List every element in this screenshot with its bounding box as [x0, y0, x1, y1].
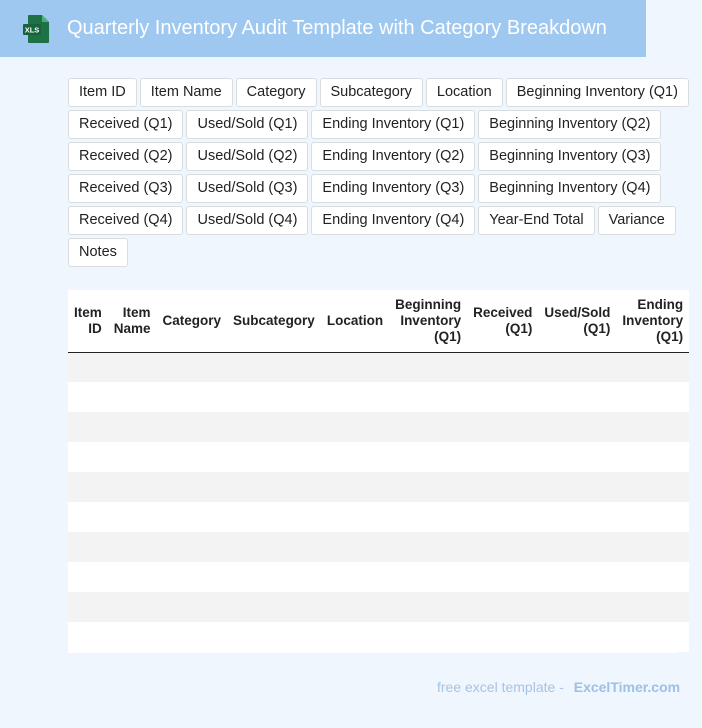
column-chip[interactable]: Year-End Total — [478, 206, 594, 235]
table-cell[interactable] — [157, 502, 228, 532]
table-cell[interactable] — [389, 502, 467, 532]
column-header[interactable]: Used/Sold (Q1) — [538, 290, 616, 352]
column-chip[interactable]: Ending Inventory (Q2) — [311, 142, 475, 171]
table-cell[interactable] — [321, 382, 389, 412]
table-cell[interactable] — [616, 412, 689, 442]
table-cell[interactable] — [68, 532, 108, 562]
table-row — [68, 472, 689, 502]
footer — [437, 679, 680, 695]
table-cell[interactable] — [227, 352, 321, 382]
table-cell[interactable] — [467, 502, 538, 532]
table-row — [68, 592, 689, 622]
table-cell[interactable] — [616, 502, 689, 532]
table-cell[interactable] — [68, 562, 108, 592]
table-row — [68, 352, 689, 382]
table-header-row — [68, 290, 689, 352]
column-chip[interactable]: Used/Sold (Q3) — [186, 174, 308, 203]
table-cell[interactable] — [108, 412, 157, 442]
table-cell[interactable] — [108, 532, 157, 562]
table-cell[interactable] — [321, 532, 389, 562]
table-cell[interactable] — [389, 442, 467, 472]
table-cell[interactable] — [467, 592, 538, 622]
column-chip[interactable]: Category — [236, 78, 317, 107]
table-cell[interactable] — [321, 412, 389, 442]
table-cell[interactable] — [538, 352, 616, 382]
table-cell[interactable] — [616, 562, 689, 592]
table-cell[interactable] — [157, 382, 228, 412]
footer-prefix: free excel template - — [437, 679, 564, 695]
table-cell[interactable] — [538, 442, 616, 472]
table-cell[interactable] — [467, 532, 538, 562]
table-cell[interactable] — [157, 532, 228, 562]
table-cell[interactable] — [157, 472, 228, 502]
table-cell[interactable] — [157, 442, 228, 472]
table-cell[interactable] — [108, 592, 157, 622]
table-cell[interactable] — [616, 532, 689, 562]
table-cell[interactable] — [68, 622, 108, 652]
table-cell[interactable] — [467, 382, 538, 412]
table-cell[interactable] — [538, 472, 616, 502]
table-cell[interactable] — [616, 592, 689, 622]
column-chip[interactable]: Item ID — [68, 78, 137, 107]
table-cell[interactable] — [227, 622, 321, 652]
column-chip[interactable]: Received (Q4) — [68, 206, 183, 235]
page-title: Quarterly Inventory Audit Template with Category Breakdown — [67, 17, 607, 39]
table-cell[interactable] — [321, 592, 389, 622]
table-cell[interactable] — [68, 352, 108, 382]
table-cell[interactable] — [538, 592, 616, 622]
column-chip[interactable]: Beginning Inventory (Q3) — [478, 142, 661, 171]
table-cell[interactable] — [467, 472, 538, 502]
table-cell[interactable] — [68, 472, 108, 502]
table-cell[interactable] — [467, 352, 538, 382]
inventory-table — [68, 290, 684, 653]
table-row — [68, 532, 689, 562]
table-cell[interactable] — [389, 382, 467, 412]
column-chip[interactable]: Location — [426, 78, 503, 107]
table-cell[interactable] — [227, 532, 321, 562]
footer-brand-link[interactable]: ExcelTimer.com — [573, 679, 681, 695]
column-chip[interactable]: Variance — [598, 206, 676, 235]
table-cell[interactable] — [321, 352, 389, 382]
table-cell[interactable] — [321, 622, 389, 652]
column-chip[interactable]: Received (Q3) — [68, 174, 183, 203]
xls-file-icon — [21, 14, 51, 44]
table-cell[interactable] — [538, 502, 616, 532]
table-cell[interactable] — [108, 622, 157, 652]
table-cell[interactable] — [108, 352, 157, 382]
column-chip[interactable]: Beginning Inventory (Q1) — [506, 78, 689, 107]
table-cell[interactable] — [538, 412, 616, 442]
table-cell[interactable] — [227, 502, 321, 532]
table-cell[interactable] — [467, 622, 538, 652]
table-cell[interactable] — [389, 562, 467, 592]
table-row — [68, 442, 689, 472]
table-cell[interactable] — [467, 442, 538, 472]
table-cell[interactable] — [227, 382, 321, 412]
table-cell[interactable] — [616, 382, 689, 412]
table-cell[interactable] — [616, 352, 689, 382]
table-cell[interactable] — [538, 382, 616, 412]
table-cell[interactable] — [157, 352, 228, 382]
table-cell[interactable] — [157, 592, 228, 622]
table-cell[interactable] — [321, 502, 389, 532]
xls-icon-label: XLS — [24, 25, 40, 35]
column-chip[interactable]: Used/Sold (Q4) — [186, 206, 308, 235]
table-cell[interactable] — [227, 472, 321, 502]
column-header[interactable]: Category — [157, 290, 228, 352]
table-cell[interactable] — [538, 562, 616, 592]
column-chip[interactable]: Ending Inventory (Q1) — [311, 110, 475, 139]
table-cell[interactable] — [321, 472, 389, 502]
column-chip[interactable]: Used/Sold (Q1) — [186, 110, 308, 139]
column-header[interactable]: Subcategory — [227, 290, 321, 352]
column-chip[interactable]: Subcategory — [320, 78, 423, 107]
column-header[interactable]: Beginning Inventory (Q1) — [389, 290, 467, 352]
table-row — [68, 412, 689, 442]
column-header[interactable]: Location — [321, 290, 389, 352]
table-cell[interactable] — [68, 592, 108, 622]
table-cell[interactable] — [538, 622, 616, 652]
table-cell[interactable] — [321, 442, 389, 472]
column-chip[interactable]: Item Name — [140, 78, 233, 107]
table-cell[interactable] — [389, 592, 467, 622]
table-cell[interactable] — [108, 382, 157, 412]
column-chip[interactable]: Beginning Inventory (Q2) — [478, 110, 661, 139]
table-cell[interactable] — [616, 442, 689, 472]
table-cell[interactable] — [68, 442, 108, 472]
column-chip[interactable]: Used/Sold (Q2) — [186, 142, 308, 171]
column-chip[interactable]: Beginning Inventory (Q4) — [478, 174, 661, 203]
table-cell[interactable] — [389, 622, 467, 652]
table-row — [68, 562, 689, 592]
table-cell[interactable] — [227, 442, 321, 472]
table-cell[interactable] — [227, 562, 321, 592]
table-cell[interactable] — [157, 412, 228, 442]
table-cell[interactable] — [389, 532, 467, 562]
column-chip[interactable]: Received (Q1) — [68, 110, 183, 139]
column-header[interactable]: Ending Inventory (Q1) — [616, 290, 689, 352]
table-cell[interactable] — [389, 352, 467, 382]
column-chip[interactable]: Ending Inventory (Q4) — [311, 206, 475, 235]
column-header[interactable]: Item Name — [108, 290, 157, 352]
column-header[interactable]: Received (Q1) — [467, 290, 538, 352]
table-cell[interactable] — [321, 562, 389, 592]
table-cell[interactable] — [108, 442, 157, 472]
table-cell[interactable] — [68, 382, 108, 412]
table-cell[interactable] — [616, 622, 689, 652]
table-cell[interactable] — [538, 532, 616, 562]
table-cell[interactable] — [389, 412, 467, 442]
column-header[interactable]: Item ID — [68, 290, 108, 352]
table-row — [68, 382, 689, 412]
table-cell[interactable] — [616, 472, 689, 502]
column-chip[interactable]: Notes — [68, 238, 128, 267]
column-chip-list — [68, 78, 700, 267]
table-cell[interactable] — [68, 412, 108, 442]
column-chip[interactable]: Ending Inventory (Q3) — [311, 174, 475, 203]
table-cell[interactable] — [68, 502, 108, 532]
table-cell[interactable] — [108, 562, 157, 592]
table-row — [68, 502, 689, 532]
table-cell[interactable] — [157, 562, 228, 592]
table-cell[interactable] — [157, 622, 228, 652]
page-header — [0, 0, 646, 57]
table-cell[interactable] — [108, 502, 157, 532]
table-cell[interactable] — [467, 562, 538, 592]
table-cell[interactable] — [227, 592, 321, 622]
column-chip[interactable]: Received (Q2) — [68, 142, 183, 171]
table-cell[interactable] — [389, 472, 467, 502]
table-cell[interactable] — [227, 412, 321, 442]
table-cell[interactable] — [108, 472, 157, 502]
table-cell[interactable] — [467, 412, 538, 442]
table-row — [68, 622, 689, 652]
